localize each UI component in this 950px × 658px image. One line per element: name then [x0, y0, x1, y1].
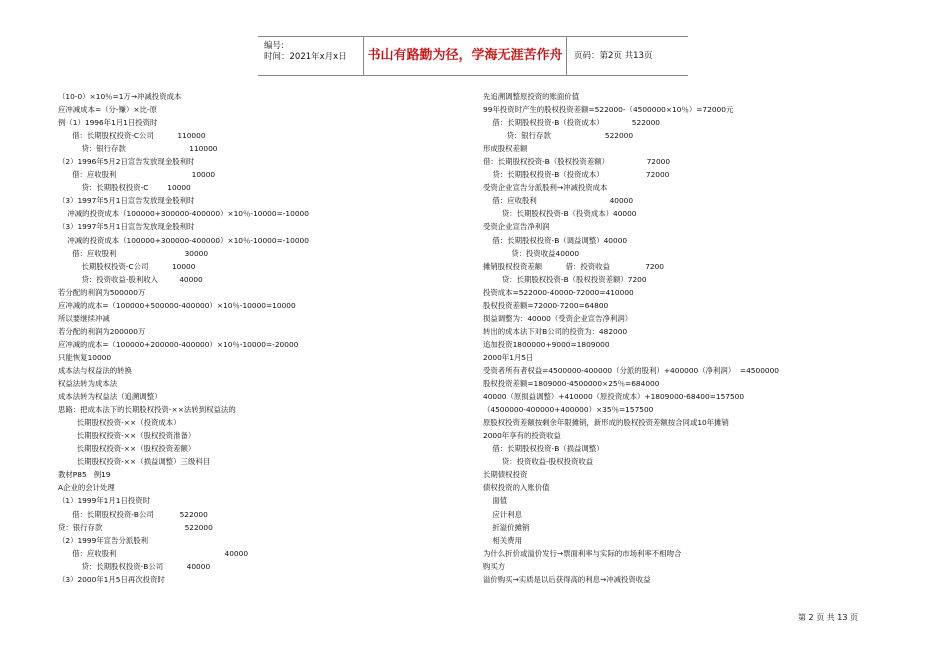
text-line: 形成股权差额: [483, 144, 528, 154]
text-line: 受资企业宣告净利润: [483, 222, 550, 232]
text-line: 长期债权投资: [483, 470, 528, 480]
text-line: 权益法转为成本法: [58, 379, 118, 389]
text-line: 溢价购买→实质是以后获得高的利息→冲减投资收益: [483, 574, 651, 584]
text-line: 应计利息: [483, 509, 522, 519]
text-line: 贷：银行存款 110000: [58, 144, 218, 154]
text-line: 借：应收股利 10000: [58, 170, 216, 180]
text-line: 债权投资的入账价值: [483, 483, 550, 493]
text-line: 应冲减的成本=（100000+500000-400000）×10％-10000=10000: [58, 300, 296, 310]
text-line: 为什么折价或溢价发行→票面利率与实际的市场利率不相吻合: [483, 548, 682, 558]
text-line: 贷：银行存款 522000: [58, 522, 213, 532]
text-line: 借：应收股利 40000: [483, 196, 634, 206]
text-line: （3）1997年5月1日宣告发放现金股利时: [58, 196, 195, 206]
text-line: 投资成本=522000-40000-72000=410000: [483, 287, 634, 297]
text-line: 99年投资时产生的股权投资差额=522000-（4500000×10％）=72000元: [483, 105, 734, 115]
header-meta: [258, 37, 364, 75]
text-line: 成本法转为权益法（追溯调整）: [58, 392, 162, 402]
time-label: 时间：2021年x月x日: [264, 52, 347, 62]
text-line: 长期股权投资-××（股权投资准备）: [58, 431, 196, 441]
text-line: 股权投资差额=72000-7200=64800: [483, 300, 609, 310]
text-line: 只能恢复10000: [58, 352, 112, 362]
text-line: 40000（原损益调整）+410000（原投资成本）+1809000-68400=157500: [483, 392, 745, 402]
text-line: 2000年1月5日: [483, 352, 534, 362]
text-line: A企业的会计处理: [58, 483, 115, 493]
page-header: [258, 36, 688, 76]
text-line: 成本法与权益法的转换: [58, 365, 132, 375]
text-line: 长期股权投资-××（损益调整）三级科目: [58, 457, 211, 467]
text-line: 贷：投资收益-股权投资收益: [483, 457, 594, 467]
text-line: 长期股权投资-××（投资成本）: [58, 418, 181, 428]
page-footer: 第 2 页 共 13 页: [798, 613, 858, 622]
text-line: 贷：长期股权投资-B（投资成本） 72000: [483, 170, 670, 180]
text-line: 贷：银行存款 522000: [483, 131, 634, 141]
text-line: 贷：投资收益-股利收入 40000: [58, 274, 203, 284]
text-line: 2000年享有的投资收益: [483, 431, 561, 441]
text-line: 冲减的投资成本（100000+300000-400000）×10％-10000=-10000: [58, 235, 309, 245]
text-line: 若分配的利润为500000万: [58, 287, 146, 297]
text-line: 应冲减的成本=（100000+200000-400000）×10％-10000=-20000: [58, 339, 299, 349]
text-line: 原股权投资差额按剩余年限摊销，新形成的股权投资差额按合同或10年摊销: [483, 418, 729, 428]
text-line: 先追溯调整原投资的账面价值: [483, 92, 580, 101]
text-line: 面值: [483, 496, 508, 506]
text-line: 摊销股权投资差额 借：投资收益 7200: [483, 261, 665, 271]
text-line: （10-0）×10％=1万→冲减投资成本: [58, 92, 182, 101]
text-line: 应冲减成本=（分-赚）×比-原: [58, 105, 158, 115]
text-line: 受资企业宣告分派股利→冲减投资成本: [483, 183, 608, 193]
text-line: 借：应收股利 30000: [58, 248, 209, 258]
text-line: 借：长期股权投资-B（投资成本） 522000: [483, 118, 661, 128]
text-line: 转出的成本法下对B公司的投资为：482000: [483, 326, 628, 336]
text-line: 损益调整为：40000（受资企业宣告净利润）: [483, 313, 633, 323]
text-line: （4500000-400000+400000）×35％=157500: [483, 405, 654, 415]
text-line: 相关费用: [483, 535, 522, 545]
text-line: 借：长期股权投资-B（调益调整）40000: [483, 235, 628, 245]
text-line: 借：长期股权投资-B公司 522000: [58, 509, 208, 519]
text-line: （2）1996年5月2日宣告发放现金股利时: [58, 157, 195, 167]
text-line: 贷：长期股权投资-B公司 40000: [58, 561, 211, 571]
text-line: 贷：长期股权投资-C 10000: [58, 183, 191, 193]
left-column: [58, 90, 458, 586]
text-line: 借：长期股权投资-B（损益调整）: [483, 444, 604, 454]
text-line: 思路：把成本法下的长期股权投资-××法转到权益法的: [58, 405, 236, 415]
text-line: 例（1）1996年1月1日投资时: [58, 118, 158, 128]
text-line: 贷：长期股权投资-B（股权投资差额）7200: [483, 274, 647, 284]
number-label: 编号:: [264, 41, 284, 51]
text-line: 借：长期股权投资-C公司 110000: [58, 131, 206, 141]
text-line: 借：长期股权投资-B（股权投资差额） 72000: [483, 157, 671, 167]
header-page-label: 页码：第2页 共13页: [574, 51, 653, 61]
text-line: 折溢价摊销: [483, 522, 530, 532]
text-line: 购买方: [483, 561, 506, 571]
text-line: 长期股权投资-××（股权投资差额）: [58, 444, 196, 454]
text-line: （2）1999年宣告分派股利: [58, 535, 149, 545]
text-line: 贷：长期股权投资-B（投资成本）40000: [483, 209, 637, 219]
header-motto: 书山有路勤为径，学海无涯苦作舟: [364, 37, 567, 75]
text-line: （3）1997年5月1日宣告发放现金股利时: [58, 222, 195, 232]
text-line: 冲减的投资成本（100000+300000-400000）×10％-10000=-10000: [58, 209, 309, 219]
text-line: （1）1999年1月1日投资时: [58, 496, 151, 506]
text-line: 若分配的利润为200000万: [58, 326, 146, 336]
text-line: 借：应收股利 40000: [58, 548, 249, 558]
text-line: （3）2000年1月5日再次投资时: [58, 574, 165, 584]
text-line: 所以要继续冲减: [58, 313, 110, 323]
text-line: 贷：投资收益40000: [483, 248, 580, 258]
text-line: 长期股权投资-C公司 10000: [58, 261, 196, 271]
text-line: 受资者所有者权益=4500000-400000（分派的股利）+400000（净利润） =4500000: [483, 365, 780, 375]
text-line: 教材P85 例19: [58, 470, 111, 480]
text-line: 股权投资差额=1809000-4500000×25％=684000: [483, 379, 660, 389]
text-line: 追加投资1800000+9000=1809000: [483, 339, 610, 349]
right-column: [483, 90, 903, 586]
